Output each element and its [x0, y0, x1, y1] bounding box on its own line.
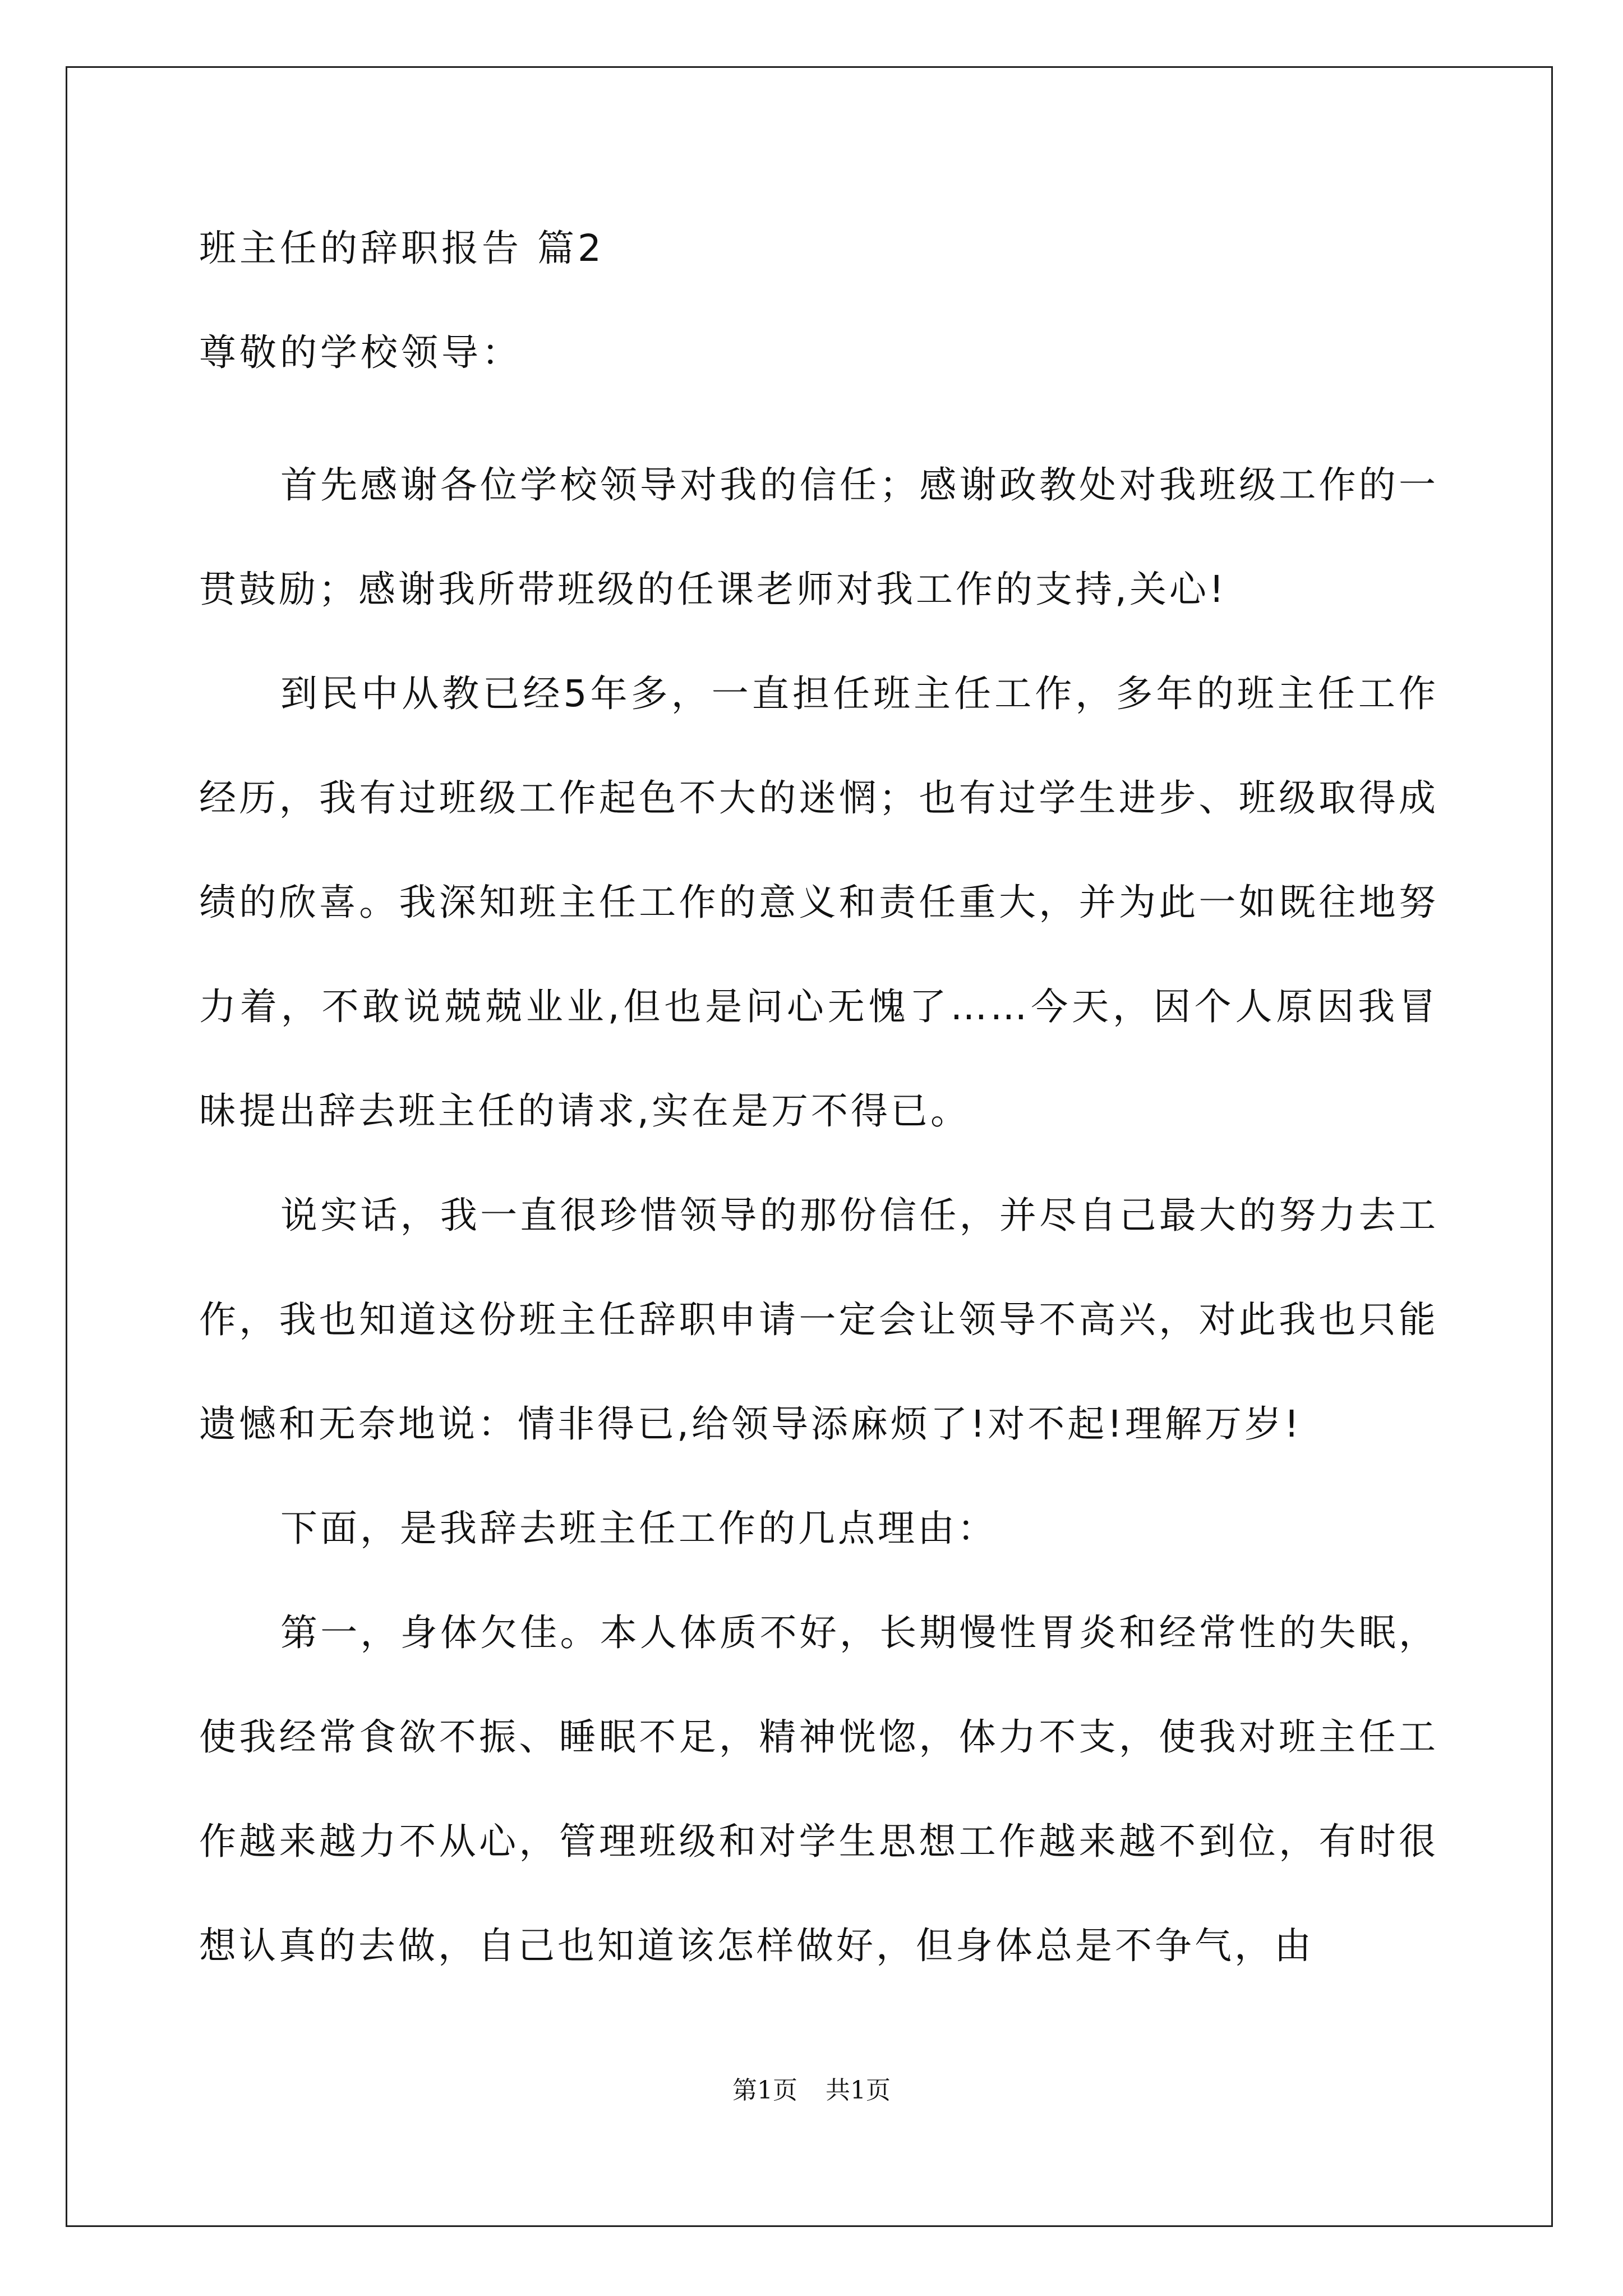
- paragraph-thanks: 首先感谢各位学校领导对我的信任；感谢政教处对我班级工作的一贯鼓励；感谢我所带班级的任课老师对我工作的支持,关心!: [199, 463, 1438, 611]
- page-number: 第1页: [732, 2076, 797, 2105]
- document-title: 班主任的辞职报告 篇2: [199, 227, 605, 270]
- page-footer: [0, 2070, 1623, 2106]
- paragraph-reason-one: 第一，身体欠佳。本人体质不好，长期慢性胃炎和经常性的失眠，使我经常食欲不振、睡眠不足，精神恍惚，体力不支，使我对班主任工作越来越力不从心，管理班级和对学生思想工作越来越不到位，有时很想认真的去做，自己也知道该怎样做好，但身体总是不争气，由: [199, 1611, 1438, 1967]
- document-body: [199, 224, 1438, 1998]
- paragraph-experience: 到民中从教已经5年多，一直担任班主任工作，多年的班主任工作经历，我有过班级工作起色不大的迷惘；也有过学生进步、班级取得成绩的欣喜。我深知班主任工作的意义和责任重大，并为此一如既往地努力着，不敢说兢兢业业,但也是问心无愧了……今天，因个人原因我冒昧提出辞去班主任的请求,实在是万不得已。: [199, 672, 1438, 1133]
- salutation: 尊敬的学校领导：: [199, 331, 522, 374]
- paragraph-reasons-intro: 下面，是我辞去班主任工作的几点理由：: [280, 1507, 997, 1550]
- page-total: 共1页: [826, 2076, 891, 2105]
- paragraph-honesty: 说实话，我一直很珍惜领导的那份信任，并尽自己最大的努力去工作，我也知道这份班主任辞职申请一定会让领导不高兴，对此我也只能遗憾和无奈地说：情非得已,给领导添麻烦了!对不起!理解万岁!: [199, 1194, 1438, 1446]
